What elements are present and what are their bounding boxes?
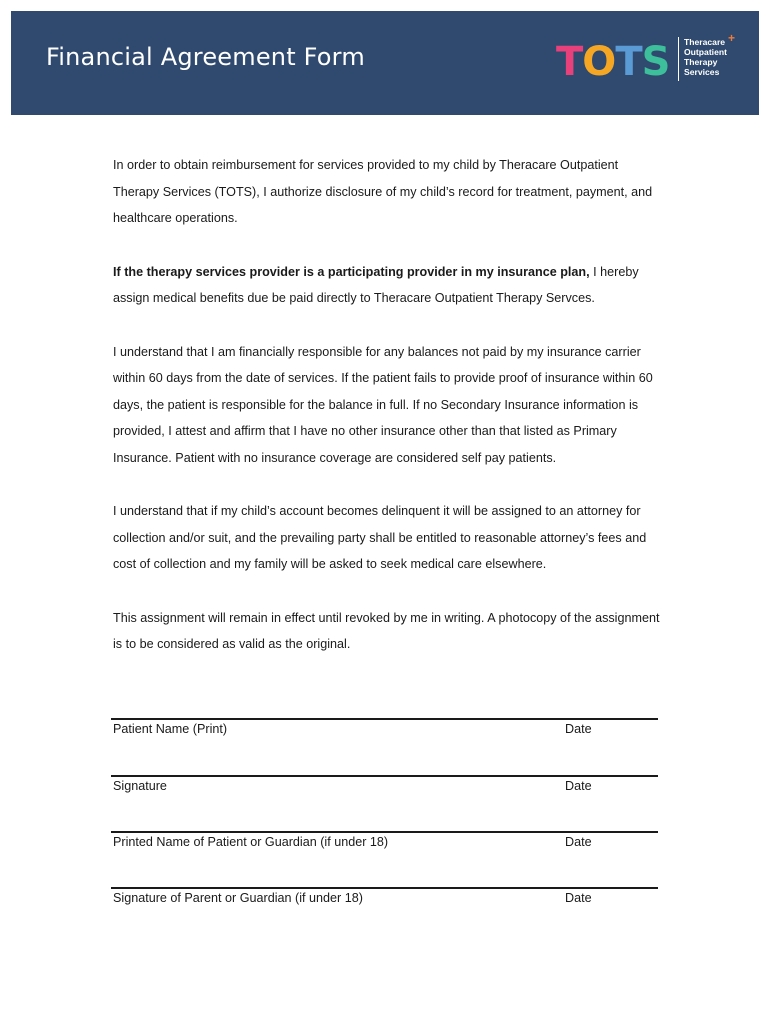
- paragraph-assignment-rest: I hereby assign medical benefits due be paid directly to Theracare Outpatient Therapy Servces.: [113, 264, 639, 305]
- logo-letter-s: S: [641, 39, 670, 85]
- agreement-body: [113, 152, 663, 658]
- signature-line-date: Date: [565, 891, 592, 905]
- paragraph-authorization: In order to obtain reimbursement for services provided to my child by Theracare Outpatient Therapy Services (TOTS), I authorize disclosure of my child’s record for treatment, payment, and healthcare operations.: [113, 158, 653, 225]
- header-banner: [11, 11, 759, 115]
- logo-wordmark: [556, 37, 669, 87]
- signature-line-guardian-signature[interactable]: [111, 887, 658, 913]
- signature-line-label: Patient Name (Print): [113, 722, 228, 736]
- logo-letter-o: O: [582, 39, 616, 85]
- logo-subtitle-line: Outpatient: [684, 47, 727, 57]
- paragraph-validity: This assignment will remain in effect until revoked by me in writing. A photocopy of the assignment is to be considered as valid as the original.: [113, 610, 660, 651]
- tots-logo: [556, 31, 746, 91]
- signature-line-label: Printed Name of Patient or Guardian (if under 18): [113, 835, 389, 849]
- paragraph-delinquency: I understand that if my child’s account becomes delinquent it will be assigned to an attorney for collection and/or suit, and the prevailing party shall be entitled to reasonable attorney’s fees and cost of collection and my family will be asked to seek medical care elsewhere.: [113, 504, 647, 571]
- logo-divider: [678, 37, 679, 81]
- plus-icon: +: [728, 31, 736, 45]
- paragraph-responsibility: I understand that I am financially responsible for any balances not paid by my insurance carrier within 60 days from the date of services. If the patient fails to provide proof of insurance within 60 days, the patient is responsible for the balance in full. If no Secondary Insurance information is provided, I attest and affirm that I have no other insurance other than that listed as Primary Insurance. Patient with no insurance coverage are considered self pay patients.: [113, 344, 653, 465]
- signature-line-guardian-name[interactable]: [111, 831, 658, 857]
- paragraph-assignment-bold: If the therapy services provider is a participating provider in my insurance plan,: [113, 264, 590, 279]
- signature-line-label: Signature of Parent or Guardian (if under 18): [113, 891, 363, 905]
- signature-line-date: Date: [565, 779, 592, 793]
- logo-letter-t1: T: [556, 39, 583, 85]
- logo-letter-t2: T: [615, 39, 642, 85]
- signature-line-date: Date: [565, 722, 592, 736]
- logo-subtitle-line: Theracare: [684, 37, 726, 47]
- logo-subtitle-line: Therapy: [684, 57, 718, 67]
- paragraph-assignment: [113, 259, 663, 312]
- signature-line-date: Date: [565, 835, 592, 849]
- logo-subtitle-line: Services: [684, 67, 720, 77]
- signature-line-patient-name[interactable]: [111, 718, 658, 744]
- page-title: Financial Agreement Form: [46, 43, 365, 71]
- signature-line-signature[interactable]: [111, 775, 658, 801]
- signature-line-label: Signature: [113, 779, 167, 793]
